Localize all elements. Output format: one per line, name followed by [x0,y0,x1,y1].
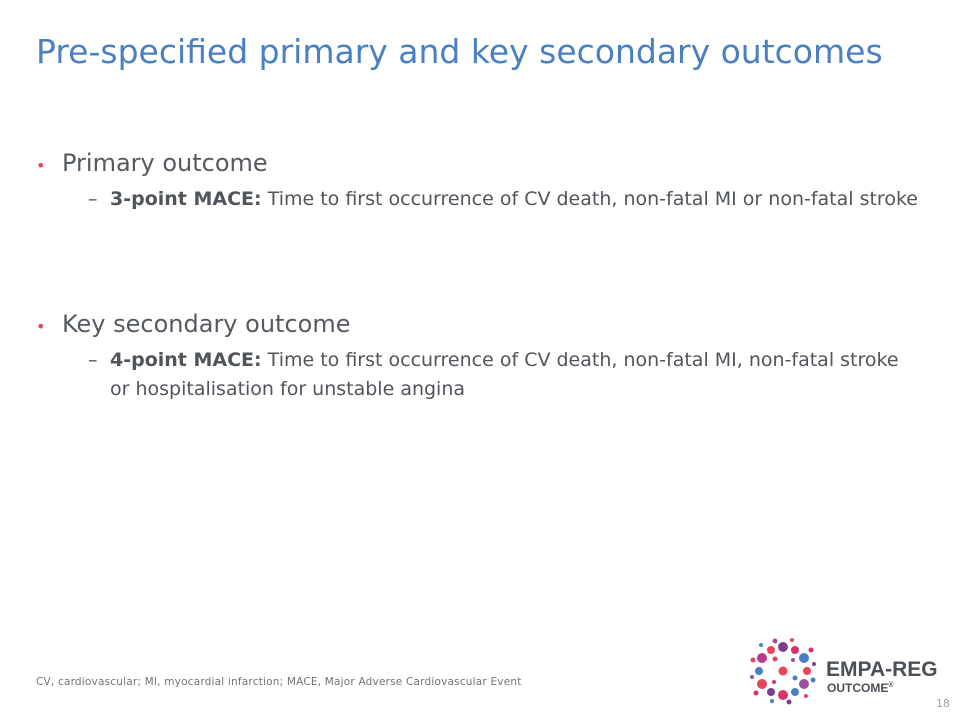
page-number: 18 [936,697,950,710]
bullet-primary-outcome [36,147,916,214]
empa-reg-outcome-logo [748,636,938,706]
bullet-dot-icon: • [36,317,46,336]
sub-bullet-text [110,346,918,404]
dash-icon: – [88,188,98,210]
logo-line1: EMPA-REG [826,658,938,681]
bullet-dot-icon: • [36,156,46,175]
sub-bullet-description: Time to first occurrence of CV death, non-fatal MI, non-fatal stroke or hospitalisation for unstable angina [110,349,899,400]
bullet-label: Key secondary outcome [62,310,351,338]
sub-bullet-description: Time to first occurrence of CV death, non-fatal MI or non-fatal stroke [261,188,918,210]
bullet-label: Primary outcome [62,149,268,177]
sub-bullet [88,346,918,404]
dash-icon: – [88,349,98,371]
bullet-key-secondary-outcome [36,308,916,404]
logo-ring-icon [750,638,816,705]
abbreviations-footnote: CV, cardiovascular; MI, myocardial infarction; MACE, Major Adverse Cardiovascular Event [36,676,522,688]
sub-bullet-term: 4-point MACE: [110,349,262,371]
slide-title: Pre-specified primary and key secondary outcomes [36,32,883,71]
sub-bullet [88,185,918,214]
logo-line2-word: OUTCOME [827,681,889,695]
sub-bullet-text [110,185,918,214]
sub-bullet-term: 3-point MACE: [110,188,262,210]
logo-line2 [827,681,894,695]
logo-registered-mark: ® [888,682,894,689]
